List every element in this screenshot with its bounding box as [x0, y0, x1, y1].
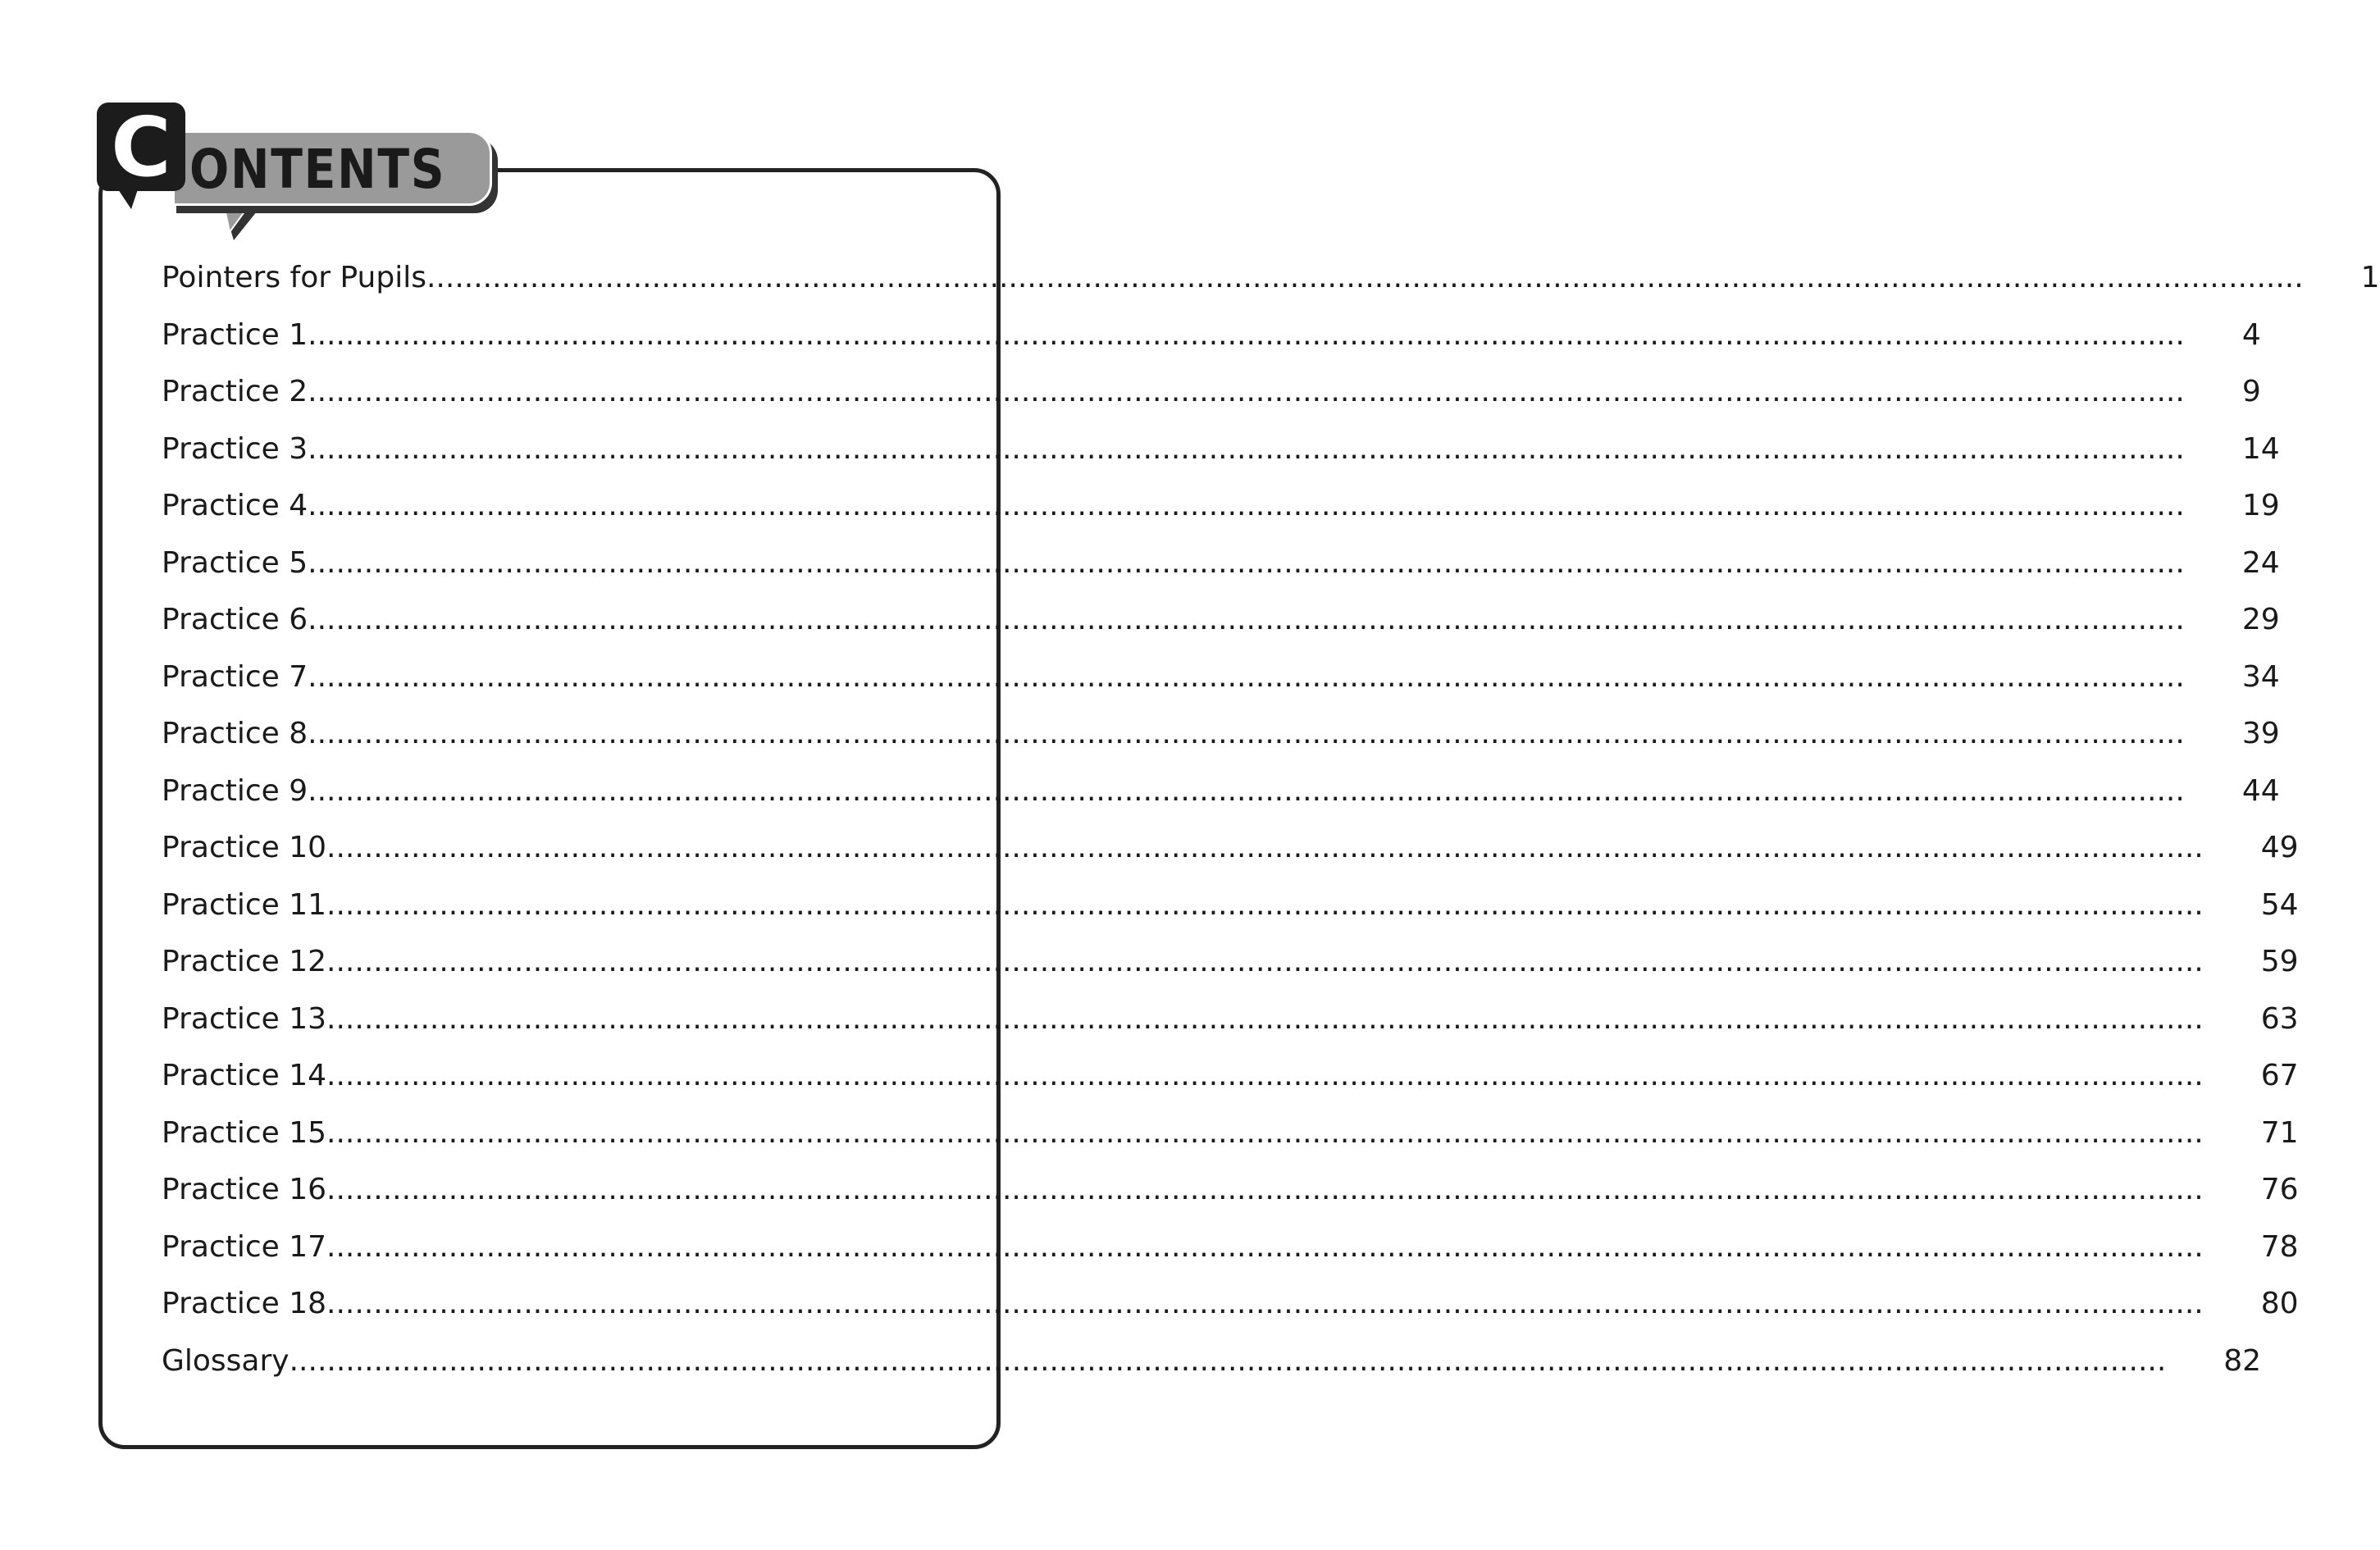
toc-entry-label: Practice 13	[162, 1001, 327, 1036]
toc-entry-page: 1	[2360, 261, 2380, 294]
toc-entry-page: 71	[2260, 1115, 2299, 1150]
toc-entry-label: Practice 4	[162, 489, 308, 522]
dot-leader: ........................................................................................................................................................................................................	[326, 945, 2204, 978]
toc-entry-label: Practice 18	[162, 1287, 327, 1320]
toc-entry-page: 80	[2260, 1287, 2299, 1320]
toc-entry[interactable]	[162, 717, 2280, 774]
toc-entry[interactable]	[162, 375, 2261, 432]
toc-entry[interactable]	[162, 1059, 2299, 1116]
dot-leader: ........................................................................................................................................................................................................	[308, 431, 2185, 466]
toc-entry[interactable]	[162, 945, 2299, 1002]
toc-entry-page: 78	[2260, 1229, 2299, 1264]
toc-entry-label: Practice 14	[162, 1059, 327, 1092]
toc-entry-label: Practice 2	[162, 375, 308, 408]
toc-entry-page: 59	[2260, 945, 2299, 978]
toc-entry[interactable]	[162, 831, 2299, 888]
toc-entry-page: 39	[2241, 717, 2280, 750]
toc-entry-page: 29	[2241, 603, 2280, 636]
dot-leader: ........................................................................................................................................................................................................	[326, 1229, 2204, 1264]
toc-entry[interactable]	[162, 1287, 2299, 1344]
dot-leader: ........................................................................................................................................................................................................	[308, 545, 2185, 580]
title-bubble	[172, 130, 492, 206]
dot-leader: ........................................................................................................................................................................................................	[308, 603, 2185, 636]
toc-entry-label: Practice 6	[162, 603, 308, 636]
toc-entry-page: 49	[2260, 831, 2299, 864]
toc-entry-page: 82	[2223, 1343, 2262, 1378]
dot-leader: ........................................................................................................................................................................................................	[308, 317, 2185, 352]
toc-entry-label: Practice 3	[162, 431, 308, 466]
toc-entry-page: 76	[2260, 1173, 2299, 1206]
toc-entry-page: 19	[2241, 489, 2280, 522]
toc-entry-label: Practice 1	[162, 317, 308, 352]
toc-entry-label: Practice 7	[162, 659, 308, 694]
toc-entry-label: Practice 16	[162, 1173, 327, 1206]
toc-entry[interactable]	[162, 489, 2280, 546]
toc-entry-label: Practice 15	[162, 1115, 327, 1150]
toc-entry[interactable]	[162, 603, 2280, 660]
title-initial-box	[97, 99, 185, 195]
toc-entry-label: Pointers for Pupils	[162, 261, 426, 294]
toc-entry[interactable]	[162, 1343, 2262, 1402]
toc-entry-page: 54	[2260, 887, 2299, 922]
dot-leader: ........................................................................................................................................................................................................	[326, 1115, 2204, 1150]
toc-entry-page: 67	[2260, 1059, 2299, 1092]
title-initial: C	[111, 99, 171, 195]
dot-leader: ........................................................................................................................................................................................................	[326, 1287, 2204, 1320]
toc-entry-page: 34	[2241, 659, 2280, 694]
toc-entry[interactable]	[162, 431, 2280, 490]
toc-entry-page: 63	[2260, 1001, 2299, 1036]
dot-leader: ........................................................................................................................................................................................................	[308, 375, 2185, 408]
dot-leader: ........................................................................................................................................................................................................	[308, 659, 2185, 694]
dot-leader: ........................................................................................................................................................................................................	[326, 831, 2204, 864]
toc-entry-label: Practice 5	[162, 545, 308, 580]
dot-leader: ........................................................................................................................................................................................................	[426, 261, 2304, 294]
dot-leader: ........................................................................................................................................................................................................	[326, 1173, 2204, 1206]
toc-entry-label: Glossary	[162, 1343, 290, 1378]
toc-entry[interactable]	[162, 317, 2261, 376]
toc-entry-page: 4	[2241, 317, 2261, 352]
toc-entry-label: Practice 12	[162, 945, 327, 978]
toc-entry[interactable]	[162, 1115, 2299, 1174]
toc-entry[interactable]	[162, 1001, 2299, 1060]
dot-leader: ........................................................................................................................................................................................................	[326, 887, 2204, 922]
toc-entry[interactable]	[162, 1173, 2299, 1230]
dot-leader: ........................................................................................................................................................................................................	[289, 1343, 2167, 1378]
title-text: ONTENTS	[189, 138, 446, 201]
toc-entry-page: 14	[2241, 431, 2280, 466]
toc-entry-label: Practice 8	[162, 717, 308, 750]
toc-entry[interactable]	[162, 261, 2380, 318]
toc-list	[162, 261, 2380, 1401]
dot-leader: ........................................................................................................................................................................................................	[308, 773, 2185, 808]
contents-heading	[90, 94, 517, 250]
toc-entry-label: Practice 9	[162, 773, 308, 808]
toc-entry[interactable]	[162, 773, 2280, 832]
toc-entry-label: Practice 10	[162, 831, 327, 864]
toc-entry[interactable]	[162, 659, 2280, 718]
toc-entry[interactable]	[162, 1229, 2299, 1288]
toc-entry-label: Practice 17	[162, 1229, 327, 1264]
toc-entry-page: 9	[2241, 375, 2261, 408]
dot-leader: ........................................................................................................................................................................................................	[326, 1059, 2204, 1092]
toc-entry-label: Practice 11	[162, 887, 327, 922]
dot-leader: ........................................................................................................................................................................................................	[308, 489, 2185, 522]
dot-leader: ........................................................................................................................................................................................................	[308, 717, 2185, 750]
dot-leader: ........................................................................................................................................................................................................	[326, 1001, 2204, 1036]
toc-entry[interactable]	[162, 887, 2299, 946]
toc-entry-page: 44	[2241, 773, 2280, 808]
toc-entry-page: 24	[2241, 545, 2280, 580]
toc-entry[interactable]	[162, 545, 2280, 604]
